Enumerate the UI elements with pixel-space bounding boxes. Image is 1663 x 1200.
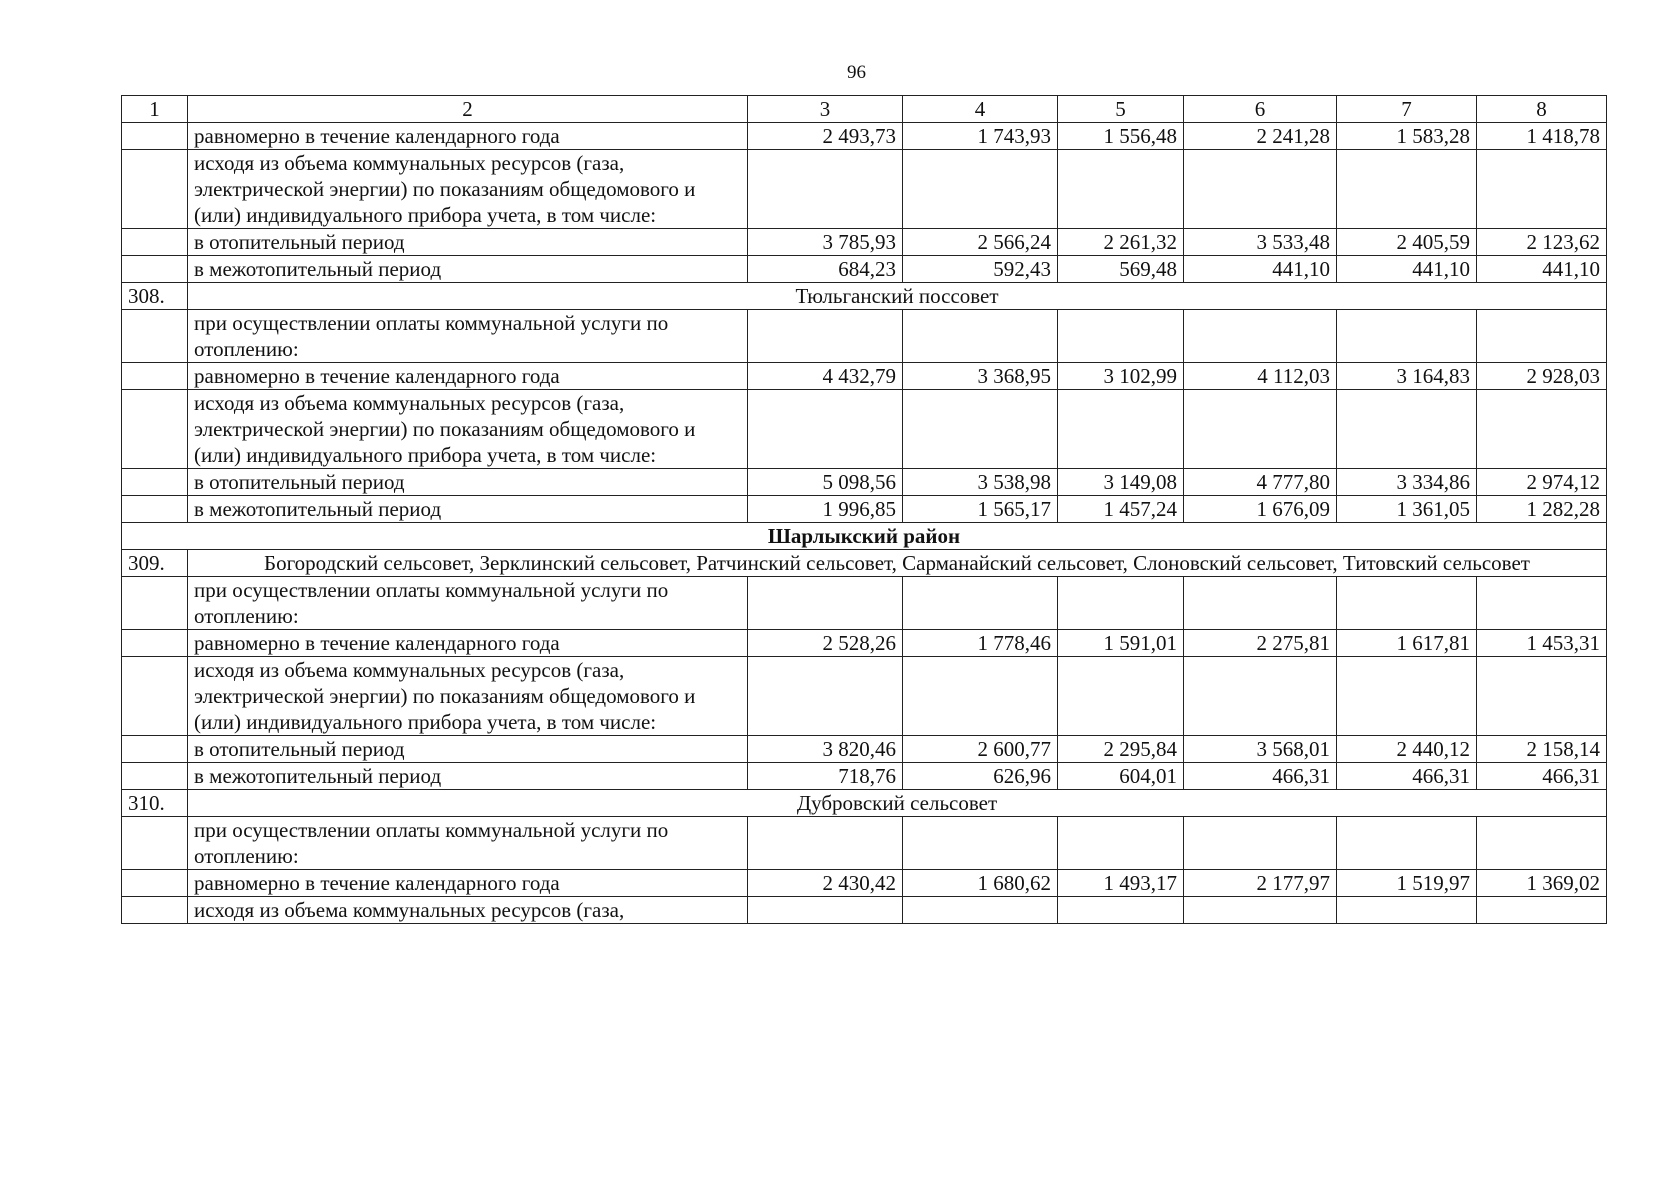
column-header: 2 [188,96,748,123]
value-cell: 466,31 [1337,763,1477,790]
value-cell [1058,310,1184,363]
row-label: равномерно в течение календарного года [188,630,748,657]
section-row [122,283,1607,310]
value-cell: 2 123,62 [1477,229,1607,256]
value-cell: 1 418,78 [1477,123,1607,150]
row-number-cell [122,817,188,870]
value-cell: 626,96 [903,763,1058,790]
value-cell: 2 430,42 [748,870,903,897]
table-row [122,870,1607,897]
value-cell: 3 538,98 [903,469,1058,496]
value-cell [1337,817,1477,870]
row-label: равномерно в течение календарного года [188,870,748,897]
row-number-cell [122,256,188,283]
value-cell: 3 820,46 [748,736,903,763]
column-header: 6 [1184,96,1337,123]
section-title: Богородский сельсовет, Зерклинский сельсовет, Ратчинский сельсовет, Сарманайский сельсовет, Слоновский сельсовет, Титовский сельсовет [188,550,1607,577]
value-cell [903,657,1058,736]
table-row [122,256,1607,283]
value-cell [1337,310,1477,363]
value-cell [1477,577,1607,630]
value-cell [1058,657,1184,736]
row-number-cell [122,123,188,150]
value-cell [1337,897,1477,924]
value-cell: 592,43 [903,256,1058,283]
value-cell [1477,817,1607,870]
value-cell: 2 177,97 [1184,870,1337,897]
value-cell [903,310,1058,363]
section-number: 309. [122,550,188,577]
value-cell [1184,577,1337,630]
district-row [122,523,1607,550]
value-cell: 4 112,03 [1184,363,1337,390]
value-cell: 2 528,26 [748,630,903,657]
table-row [122,577,1607,630]
row-number-cell [122,496,188,523]
table-row [122,310,1607,363]
row-number-cell [122,150,188,229]
value-cell: 3 334,86 [1337,469,1477,496]
value-cell: 1 519,97 [1337,870,1477,897]
row-number-cell [122,577,188,630]
table-row [122,897,1607,924]
row-number-cell [122,229,188,256]
row-number-cell [122,736,188,763]
value-cell: 2 440,12 [1337,736,1477,763]
row-label: при осуществлении оплаты коммунальной услуги по отоплению: [188,817,748,870]
table-row [122,763,1607,790]
table-row [122,496,1607,523]
value-cell: 1 453,31 [1477,630,1607,657]
value-cell [748,897,903,924]
tariff-table [121,95,1607,924]
value-cell [1184,817,1337,870]
value-cell: 1 361,05 [1337,496,1477,523]
row-number-cell [122,657,188,736]
row-number-cell [122,310,188,363]
value-cell: 466,31 [1477,763,1607,790]
value-cell: 5 098,56 [748,469,903,496]
row-label: при осуществлении оплаты коммунальной услуги по отоплению: [188,577,748,630]
row-label: исходя из объема коммунальных ресурсов (газа, электрической энергии) по показаниям общедомового и (или) индивидуального прибора учета, в том числе: [188,390,748,469]
value-cell [1058,150,1184,229]
row-number-cell [122,390,188,469]
value-cell [1337,657,1477,736]
value-cell: 2 928,03 [1477,363,1607,390]
column-header-row [122,96,1607,123]
value-cell: 2 600,77 [903,736,1058,763]
row-label: в отопительный период [188,736,748,763]
value-cell: 1 996,85 [748,496,903,523]
row-label: в межотопительный период [188,763,748,790]
value-cell: 1 676,09 [1184,496,1337,523]
value-cell [1058,897,1184,924]
value-cell: 1 457,24 [1058,496,1184,523]
column-header: 7 [1337,96,1477,123]
value-cell [1184,897,1337,924]
value-cell [1477,310,1607,363]
column-header: 5 [1058,96,1184,123]
value-cell: 2 261,32 [1058,229,1184,256]
row-number-cell [122,763,188,790]
value-cell: 569,48 [1058,256,1184,283]
value-cell [748,150,903,229]
value-cell [748,657,903,736]
value-cell [903,150,1058,229]
value-cell: 1 680,62 [903,870,1058,897]
value-cell: 2 295,84 [1058,736,1184,763]
value-cell [1058,390,1184,469]
value-cell: 3 785,93 [748,229,903,256]
value-cell [1477,390,1607,469]
value-cell [1058,817,1184,870]
section-row [122,550,1607,577]
value-cell: 3 149,08 [1058,469,1184,496]
table-row [122,630,1607,657]
value-cell: 3 368,95 [903,363,1058,390]
row-number-cell [122,469,188,496]
value-cell: 1 493,17 [1058,870,1184,897]
value-cell: 2 405,59 [1337,229,1477,256]
table-row [122,817,1607,870]
row-label: при осуществлении оплаты коммунальной услуги по отоплению: [188,310,748,363]
row-number-cell [122,897,188,924]
value-cell [1477,897,1607,924]
row-label: в отопительный период [188,469,748,496]
row-number-cell [122,363,188,390]
section-row [122,790,1607,817]
row-label: исходя из объема коммунальных ресурсов (газа, электрической энергии) по показаниям общедомового и (или) индивидуального прибора учета, в том числе: [188,150,748,229]
value-cell: 441,10 [1337,256,1477,283]
section-title: Дубровский сельсовет [188,790,1607,817]
district-title: Шарлыкский район [122,523,1607,550]
row-label: в межотопительный период [188,496,748,523]
value-cell [748,310,903,363]
value-cell: 3 533,48 [1184,229,1337,256]
row-label: в межотопительный период [188,256,748,283]
value-cell [1477,657,1607,736]
table-row [122,469,1607,496]
value-cell: 3 568,01 [1184,736,1337,763]
row-label: исходя из объема коммунальных ресурсов (газа, электрической энергии) по показаниям общедомового и (или) индивидуального прибора учета, в том числе: [188,657,748,736]
section-number: 308. [122,283,188,310]
value-cell: 1 282,28 [1477,496,1607,523]
row-label: исходя из объема коммунальных ресурсов (газа, [188,897,748,924]
row-label: в отопительный период [188,229,748,256]
value-cell: 2 493,73 [748,123,903,150]
table-row [122,390,1607,469]
value-cell [1184,150,1337,229]
table-row [122,363,1607,390]
value-cell: 2 566,24 [903,229,1058,256]
value-cell [748,577,903,630]
value-cell [1337,150,1477,229]
column-header: 8 [1477,96,1607,123]
value-cell: 2 974,12 [1477,469,1607,496]
row-label: равномерно в течение календарного года [188,363,748,390]
value-cell: 4 432,79 [748,363,903,390]
value-cell: 3 164,83 [1337,363,1477,390]
value-cell: 441,10 [1477,256,1607,283]
value-cell [1184,390,1337,469]
value-cell: 1 369,02 [1477,870,1607,897]
value-cell: 3 102,99 [1058,363,1184,390]
row-number-cell [122,870,188,897]
value-cell [903,897,1058,924]
row-number-cell [122,630,188,657]
value-cell: 1 778,46 [903,630,1058,657]
value-cell [903,817,1058,870]
section-title: Тюльганский поссовет [188,283,1607,310]
value-cell: 466,31 [1184,763,1337,790]
table-row [122,123,1607,150]
value-cell [1337,390,1477,469]
value-cell: 1 743,93 [903,123,1058,150]
value-cell: 2 241,28 [1184,123,1337,150]
section-number: 310. [122,790,188,817]
value-cell [1337,577,1477,630]
value-cell: 684,23 [748,256,903,283]
page-number: 96 [847,62,866,83]
value-cell [1058,577,1184,630]
value-cell: 441,10 [1184,256,1337,283]
column-header: 3 [748,96,903,123]
value-cell [903,577,1058,630]
value-cell: 604,01 [1058,763,1184,790]
value-cell [903,390,1058,469]
value-cell [1477,150,1607,229]
value-cell: 2 158,14 [1477,736,1607,763]
value-cell: 1 591,01 [1058,630,1184,657]
column-header: 1 [122,96,188,123]
value-cell: 1 565,17 [903,496,1058,523]
table-row [122,736,1607,763]
value-cell: 4 777,80 [1184,469,1337,496]
value-cell: 2 275,81 [1184,630,1337,657]
value-cell [1184,310,1337,363]
value-cell: 1 617,81 [1337,630,1477,657]
value-cell: 718,76 [748,763,903,790]
value-cell [748,390,903,469]
table-row [122,150,1607,229]
table-row [122,657,1607,736]
value-cell [1184,657,1337,736]
value-cell: 1 556,48 [1058,123,1184,150]
row-label: равномерно в течение календарного года [188,123,748,150]
column-header: 4 [903,96,1058,123]
table-row [122,229,1607,256]
value-cell [748,817,903,870]
value-cell: 1 583,28 [1337,123,1477,150]
